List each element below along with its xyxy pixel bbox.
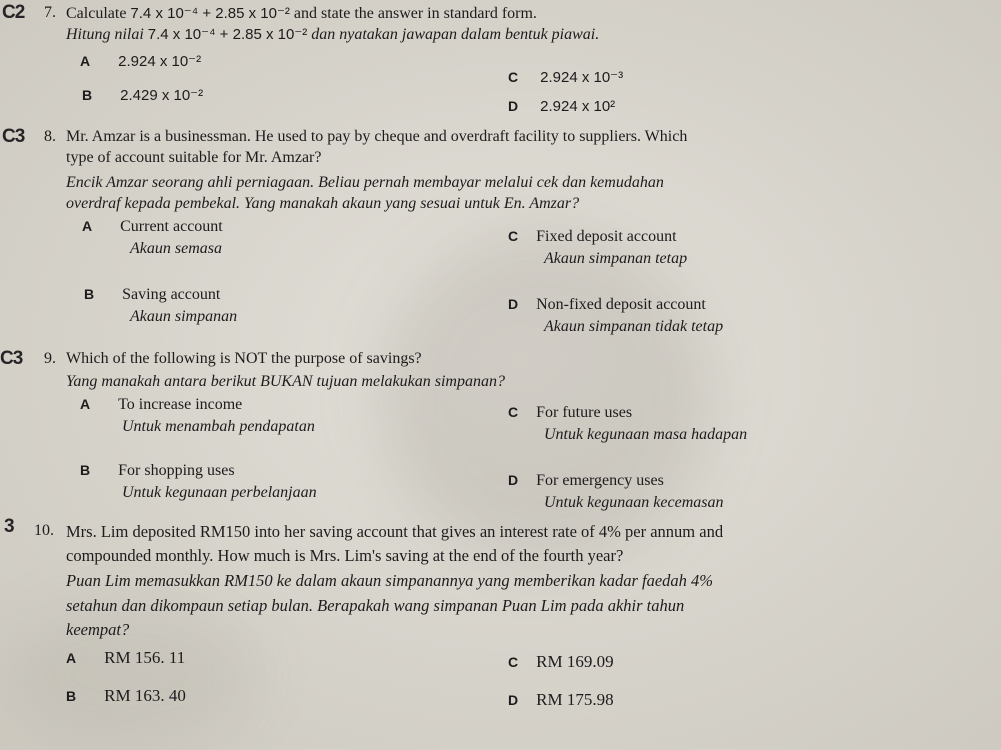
option-letter: D	[508, 98, 519, 114]
option-text: 2.924 x 10²	[540, 98, 616, 115]
level-mark: C2	[2, 2, 25, 23]
option-letter: B	[84, 286, 95, 302]
question-text-ms	[66, 25, 599, 44]
option-letter: B	[66, 688, 77, 704]
text-tail: dan nyatakan jawapan dalam bentuk piawai.	[311, 26, 600, 43]
option-letter: C	[508, 69, 519, 85]
option-a[interactable]	[66, 648, 185, 668]
option-b[interactable]	[82, 86, 203, 105]
option-d[interactable]	[508, 98, 615, 116]
option-text: 2.429 x 10⁻²	[120, 87, 204, 104]
option-c-text-ms: Untuk kegunaan masa hadapan	[544, 426, 748, 443]
option-d[interactable]	[508, 296, 706, 314]
option-c[interactable]	[508, 228, 677, 246]
option-text: RM 156. 11	[104, 648, 186, 667]
option-text-en: Fixed deposit account	[536, 228, 677, 245]
option-text-en: Non-fixed deposit account	[536, 296, 706, 313]
option-a[interactable]	[80, 52, 201, 71]
option-text: RM 169.09	[536, 652, 614, 671]
option-letter: C	[508, 654, 519, 670]
option-c[interactable]	[508, 652, 614, 672]
option-d[interactable]	[508, 690, 614, 710]
option-b-text-ms: Akaun simpanan	[130, 308, 238, 325]
option-letter: A	[66, 650, 77, 666]
option-letter: A	[82, 218, 93, 234]
option-b[interactable]	[66, 686, 186, 706]
level-mark: C3	[0, 348, 23, 369]
option-letter: A	[80, 53, 91, 69]
option-c[interactable]	[508, 404, 632, 422]
question-text-ms-line-2: setahun dan dikompaun setiap bulan. Berapakah wang simpanan Puan Lim pada akhir tahun	[66, 596, 685, 615]
option-text: 2.924 x 10⁻³	[540, 69, 624, 86]
option-b-text-ms: Untuk kegunaan perbelanjaan	[122, 484, 317, 501]
question-text-en-line-1: Mr. Amzar is a businessman. He used to pay by cheque and overdraft facility to suppliers. Which	[66, 128, 688, 145]
text-lead: Calculate	[66, 5, 127, 22]
option-letter: D	[508, 296, 519, 312]
question-text-ms-line-3: keempat?	[66, 620, 130, 639]
option-text-en: Current account	[120, 218, 223, 235]
option-text-en: For future uses	[536, 404, 633, 421]
text-lead: Hitung nilai	[66, 26, 144, 43]
option-a-text-ms: Untuk menambah pendapatan	[122, 418, 315, 435]
math-expression: 7.4 x 10⁻⁴ + 2.85 x 10⁻²	[130, 5, 290, 22]
question-text-en-line-1: Mrs. Lim deposited RM150 into her saving account that gives an interest rate of 4% per annum and	[66, 522, 724, 541]
question-number: 7.	[44, 4, 56, 21]
question-text-en	[66, 4, 537, 23]
option-a-text-ms: Akaun semasa	[130, 240, 222, 257]
option-a[interactable]	[82, 218, 223, 236]
question-text-ms-line-2: overdraf kepada pembekal. Yang manakah akaun yang sesuai untuk En. Amzar?	[66, 195, 580, 212]
level-mark: C3	[2, 126, 25, 147]
question-number: 9.	[44, 350, 56, 367]
question-text-en-line-1: Which of the following is NOT the purpose of savings?	[66, 350, 422, 367]
level-mark: 3	[4, 516, 14, 537]
option-text-en: For shopping uses	[118, 462, 235, 479]
math-expression: 7.4 x 10⁻⁴ + 2.85 x 10⁻²	[147, 26, 308, 43]
option-letter: B	[82, 87, 93, 103]
option-letter: C	[508, 404, 519, 420]
option-letter: A	[80, 396, 91, 412]
option-letter: C	[508, 228, 519, 244]
option-d[interactable]	[508, 472, 664, 490]
text-tail: and state the answer in standard form.	[293, 5, 537, 22]
option-text-en: Saving account	[122, 286, 221, 303]
option-text-en: For emergency uses	[536, 472, 664, 489]
question-text-ms-line-1: Yang manakah antara berikut BUKAN tujuan melakukan simpanan?	[66, 373, 505, 390]
question-text-ms-line-1: Puan Lim memasukkan RM150 ke dalam akaun simpanannya yang memberikan kadar faedah 4%	[66, 571, 714, 590]
question-number: 10.	[34, 522, 54, 539]
option-letter: B	[80, 462, 91, 478]
question-text-en-line-2: compounded monthly. How much is Mrs. Lim's saving at the end of the fourth year?	[66, 546, 624, 565]
option-text-en: To increase income	[118, 396, 243, 413]
option-d-text-ms: Untuk kegunaan kecemasan	[544, 494, 724, 511]
option-c[interactable]	[508, 68, 623, 87]
option-c-text-ms: Akaun simpanan tetap	[544, 250, 688, 267]
option-text: RM 163. 40	[104, 686, 186, 705]
option-b[interactable]	[80, 462, 235, 480]
option-text: RM 175.98	[536, 690, 614, 709]
question-text-en-line-2: type of account suitable for Mr. Amzar?	[66, 149, 322, 166]
option-letter: D	[508, 472, 519, 488]
option-d-text-ms: Akaun simpanan tidak tetap	[544, 318, 724, 335]
question-text-ms-line-1: Encik Amzar seorang ahli perniagaan. Beliau pernah membayar melalui cek dan kemudahan	[66, 174, 664, 191]
option-b[interactable]	[84, 286, 220, 304]
option-text: 2.924 x 10⁻²	[118, 53, 202, 70]
option-a[interactable]	[80, 396, 242, 414]
question-number: 8.	[44, 128, 56, 145]
option-letter: D	[508, 692, 519, 708]
